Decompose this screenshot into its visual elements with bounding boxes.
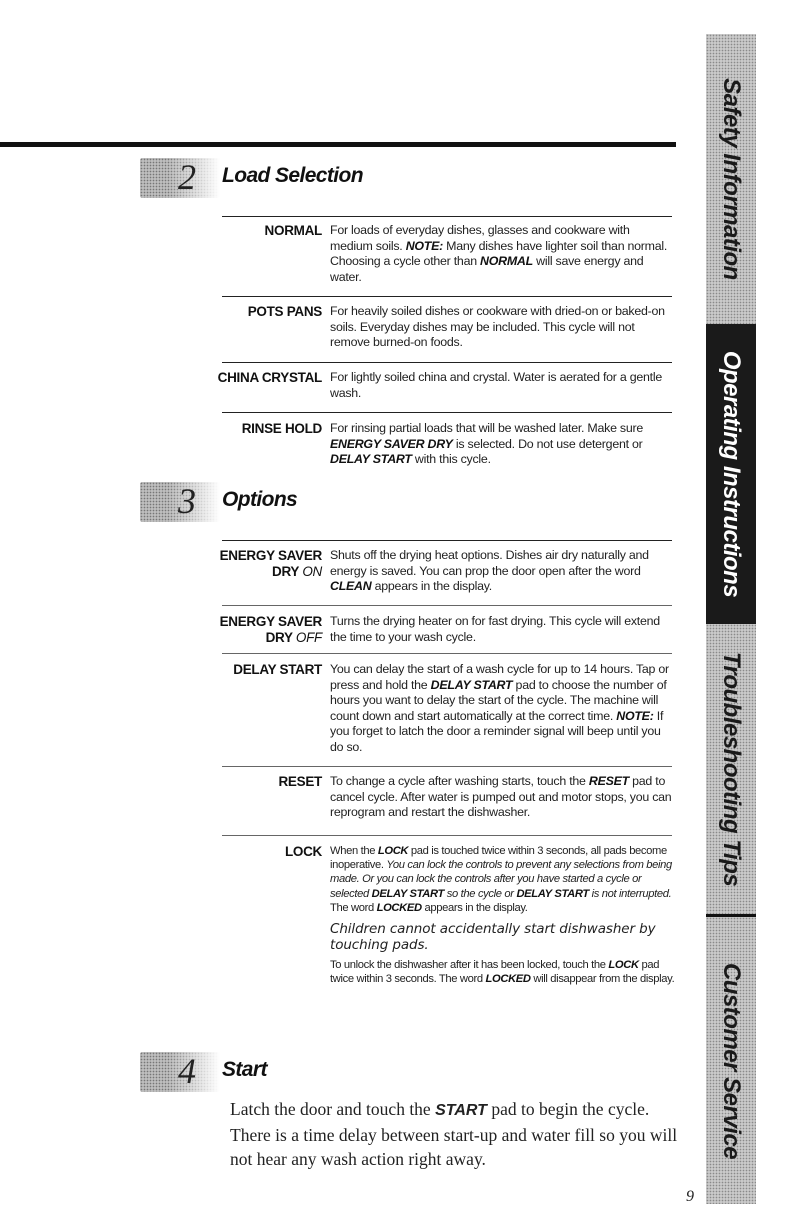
divider (222, 835, 672, 836)
step-number: 3 (178, 481, 196, 521)
tab-label: Operating Instructions (718, 350, 745, 598)
term-description: For heavily soiled dishes or cookware with dried-on or baked-on soils. Everyday dishes may be included. This cycle will not remove burned-on foods. (330, 304, 665, 350)
divider (222, 362, 672, 363)
child-lock-warning: Children cannot accidentally start dishwasher by touching pads. (330, 921, 656, 954)
page-number: 9 (686, 1188, 694, 1205)
term-description: To change a cycle after washing starts, touch the RESET pad to cancel cycle. After water is pumped out and motor stops, you can reprogram and restart the dishwasher. (330, 774, 672, 820)
start-instructions: Latch the door and touch the START pad to begin the cycle. There is a time delay between start-up and water fill so you will not hear any wash action right away. (230, 1099, 678, 1169)
unlock-instructions: To unlock the dishwasher after it has been locked, touch the LOCK pad twice within 3 seconds. The word LOCKED will disappear from the display. (330, 959, 675, 986)
divider (222, 653, 672, 654)
section-title: Load Selection (222, 164, 363, 187)
term-description: For rinsing partial loads that will be washed later. Make sure ENERGY SAVER DRY is selected. Do not use detergent or DELAY START with this cycle. (330, 421, 644, 467)
term-label: RINSE HOLD (241, 421, 322, 436)
tab-label: Customer Service (718, 962, 745, 1159)
term-description: You can delay the start of a wash cycle for up to 14 hours. Tap or press and hold the DELAY START pad to choose the number of hours you want to delay the start of the cycle. The machine will count down and start automatically at the correct time. NOTE: If you forget to latch the door a reminder signal will beep until you do so. (330, 662, 669, 754)
tab-label: Safety Information (718, 78, 745, 280)
top-rule (0, 142, 676, 147)
side-tabs (706, 34, 756, 1204)
divider (222, 605, 672, 606)
term-description: For lightly soiled china and crystal. Water is aerated for a gentle wash. (330, 370, 662, 400)
term-label: LOCK (284, 844, 322, 859)
term-label: ENERGY SAVER DRY ON (219, 548, 322, 579)
step-number: 4 (178, 1051, 196, 1091)
step-number: 2 (178, 157, 196, 197)
section-title: Start (222, 1058, 267, 1081)
divider (222, 412, 672, 413)
term-label: POTS PANS (247, 304, 322, 319)
tab-safety-information[interactable] (706, 34, 756, 324)
tab-label: Troubleshooting Tips (718, 651, 745, 887)
term-label: CHINA CRYSTAL (217, 370, 322, 385)
term-label: NORMAL (264, 223, 322, 238)
divider (222, 296, 672, 297)
term-description: Shuts off the drying heat options. Dishes air dry naturally and energy is saved. You can prop the door open after the word CLEAN appears in the display. (330, 548, 649, 594)
divider (222, 216, 672, 217)
term-label: RESET (278, 774, 322, 789)
term-description: For loads of everyday dishes, glasses and cookware with medium soils. NOTE: Many dishes have lighter soil than normal. Choosing a cycle other than NORMAL will save energy and water. (330, 223, 668, 284)
term-label: ENERGY SAVER DRY OFF (219, 614, 322, 645)
tab-troubleshooting-tips[interactable] (706, 624, 756, 914)
term-description: Turns the drying heater on for fast drying. This cycle will extend the time to your wash cycle. (330, 614, 660, 644)
divider (222, 540, 672, 541)
term-label: DELAY START (233, 662, 322, 677)
section-title: Options (222, 488, 298, 511)
tab-operating-instructions[interactable] (706, 324, 756, 624)
divider (222, 766, 672, 767)
term-description: When the LOCK pad is touched twice within 3 seconds, all pads become inoperative. You can lock the controls to prevent any selections from being made. Or you can lock the controls after you have started a cycle or selected DELAY START so the cycle or DELAY START is not interrupted. The word LOCKED appears in the display. Children cannot accidentally start dishwasher by touching pads. To unlock the dishwasher after it has been locked, touch the LOCK pad twice within 3 seconds. The word LOCKED will disappear from the display. (330, 845, 675, 986)
tab-customer-service[interactable] (706, 917, 756, 1204)
